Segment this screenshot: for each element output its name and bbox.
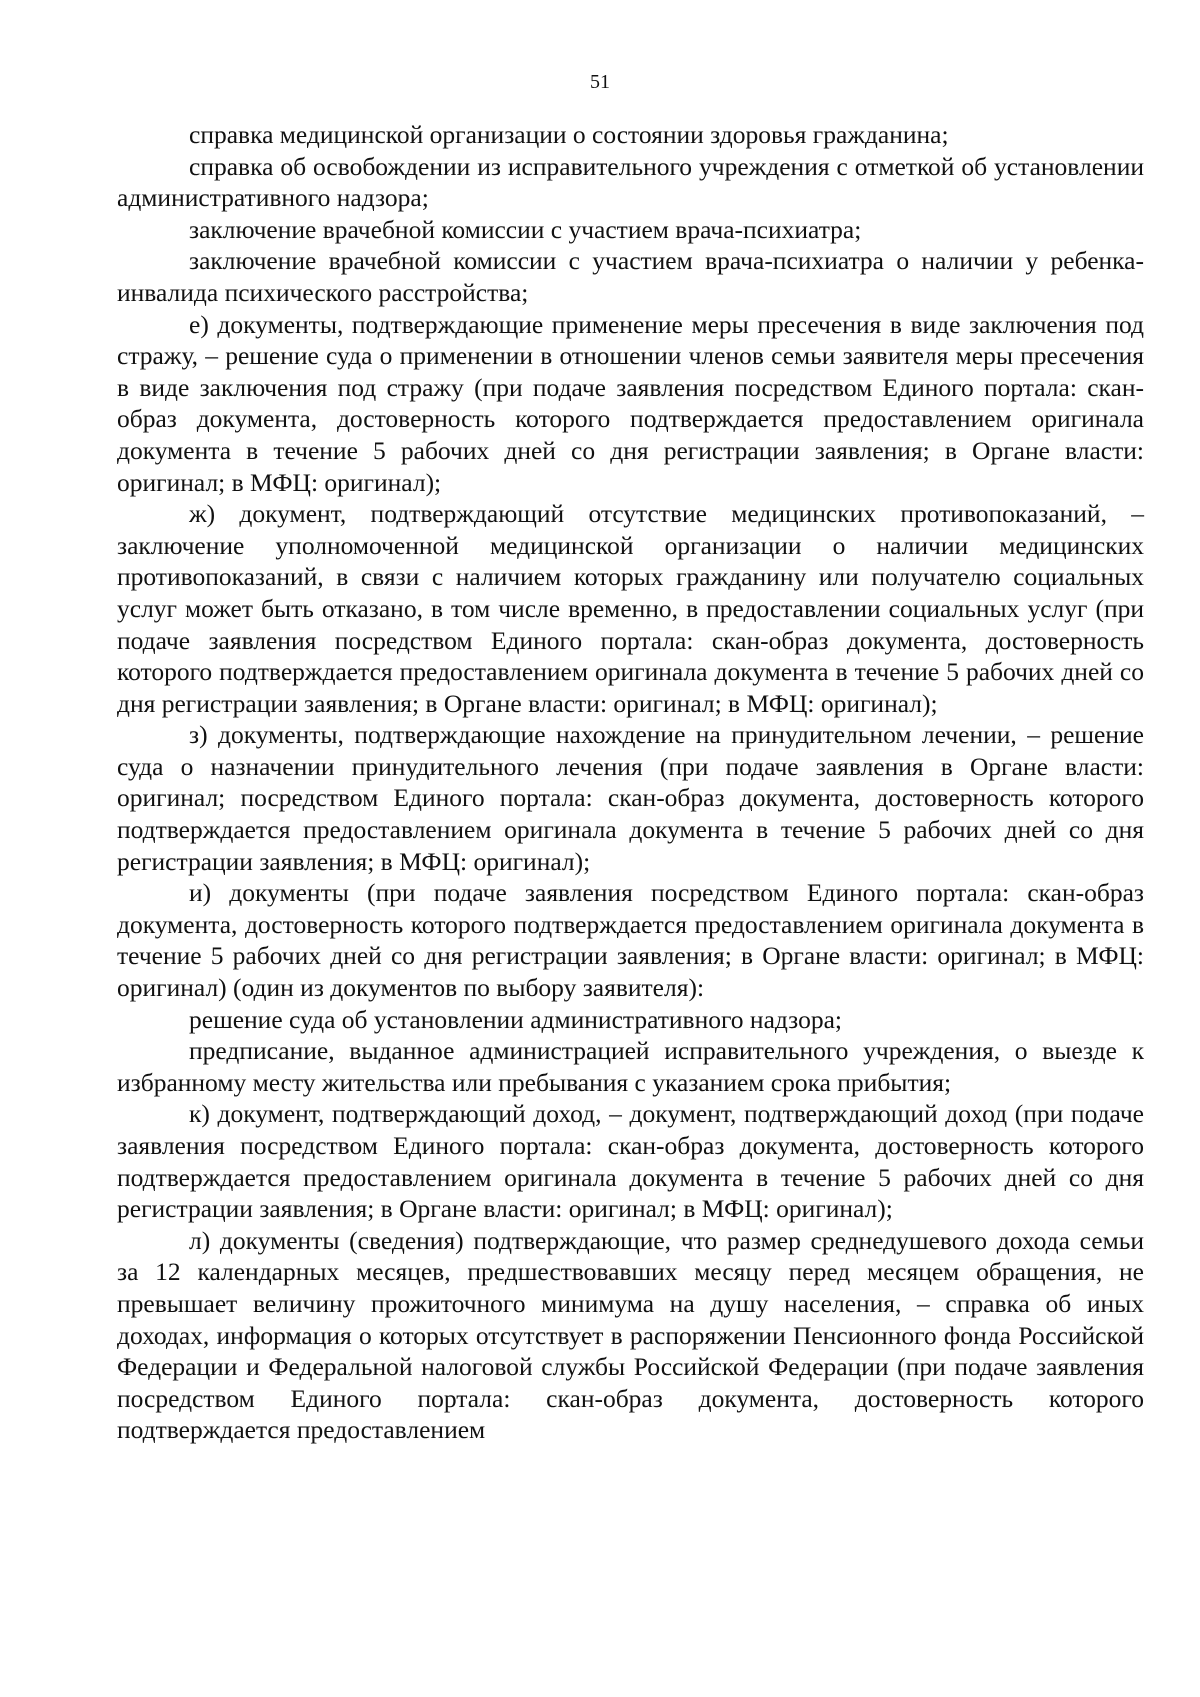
paragraph-item-e: е) документы, подтверждающие применение меры пресечения в виде заключения под стражу, – решение суда о применении в отношении членов семьи заявителя меры пресечения в виде заключения под стражу (при подаче заявления посредством Единого портала: скан-образ документа, достоверность которого подтверждается предоставлением оригинала документа в течение 5 рабочих дней со дня регистрации заявления; в Органе власти: оригинал; в МФЦ: оригинал); xyxy=(117,309,1144,497)
paragraph-item-k: к) документ, подтверждающий доход, – документ, подтверждающий доход (при подаче заявления посредством Единого портала: скан-образ документа, достоверность которого подтверждается предоставлением оригинала документа в течение 5 рабочих дней со дня регистрации заявления; в Органе власти: оригинал; в МФЦ: оригинал); xyxy=(117,1099,1144,1224)
paragraph-item-l: л) документы (сведения) подтверждающие, что размер среднедушевого дохода семьи за 12 календарных месяцев, предшествовавших месяцу перед месяцем обращения, не превышает величину прожиточного минимума на душу населения, – справка об иных доходах, информация о которых отсутствует в распоряжении Пенсионного фонда Российской Федерации и Федеральной налоговой службы Российской Федерации (при подаче заявления посредством Единого портала: скан-образ документа, достоверность которого подтверждается предоставлением xyxy=(117,1225,1144,1445)
page-number: 51 xyxy=(590,71,610,93)
paragraph-psychiatric-commission: заключение врачебной комиссии с участием врача-психиатра; xyxy=(189,214,862,244)
paragraph-medical-certificate: справка медицинской организации о состоянии здоровья гражданина; xyxy=(189,120,949,149)
paragraph-item-z: з) документы, подтверждающие нахождение на принудительном лечении, – решение суда о назначении принудительного лечения (при подаче заявления в Органе власти: оригинал; посредством Единого портала: скан-образ документа, достоверность которого подтверждается предоставлением оригинала документа в течение 5 рабочих дней со дня регистрации заявления; в МФЦ: оригинал); xyxy=(117,720,1144,876)
paragraph-release-certificate: справка об освобождении из исправительного учреждения с отметкой об установлении административного надзора; xyxy=(117,151,1144,213)
paragraph-court-decision: решение суда об установлении административного надзора; xyxy=(189,1004,843,1034)
paragraph-item-i: и) документы (при подаче заявления посредством Единого портала: скан-образ документа, достоверность которого подтверждается предоставлением оригинала документа в течение 5 рабочих дней со дня регистрации заявления; в Органе власти: оригинал; в МФЦ: оригинал) (один из документов по выбору заявителя): xyxy=(117,878,1144,1003)
paragraph-item-zh: ж) документ, подтверждающий отсутствие медицинских противопоказаний, – заключение уполномоченной медицинской организации о наличии медицинских противопоказаний, в связи с наличием которых гражданину или получателю социальных услуг может быть отказано, в том числе временно, в предоставлении социальных услуг (при подаче заявления посредством Единого портала: скан-образ документа, достоверность которого подтверждается предоставлением оригинала документа в течение 5 рабочих дней со дня регистрации заявления; в Органе власти: оригинал; в МФЦ: оригинал); xyxy=(117,499,1144,718)
paragraph-psychiatric-commission-child: заключение врачебной комиссии с участием врача-психиатра о наличии у ребенка-инвалида психического расстройства; xyxy=(117,246,1144,307)
paragraph-prescription: предписание, выданное администрацией исправительного учреждения, о выезде к избранному месту жительства или пребывания с указанием срока прибытия; xyxy=(117,1036,1144,1097)
document-body xyxy=(117,119,1144,1446)
